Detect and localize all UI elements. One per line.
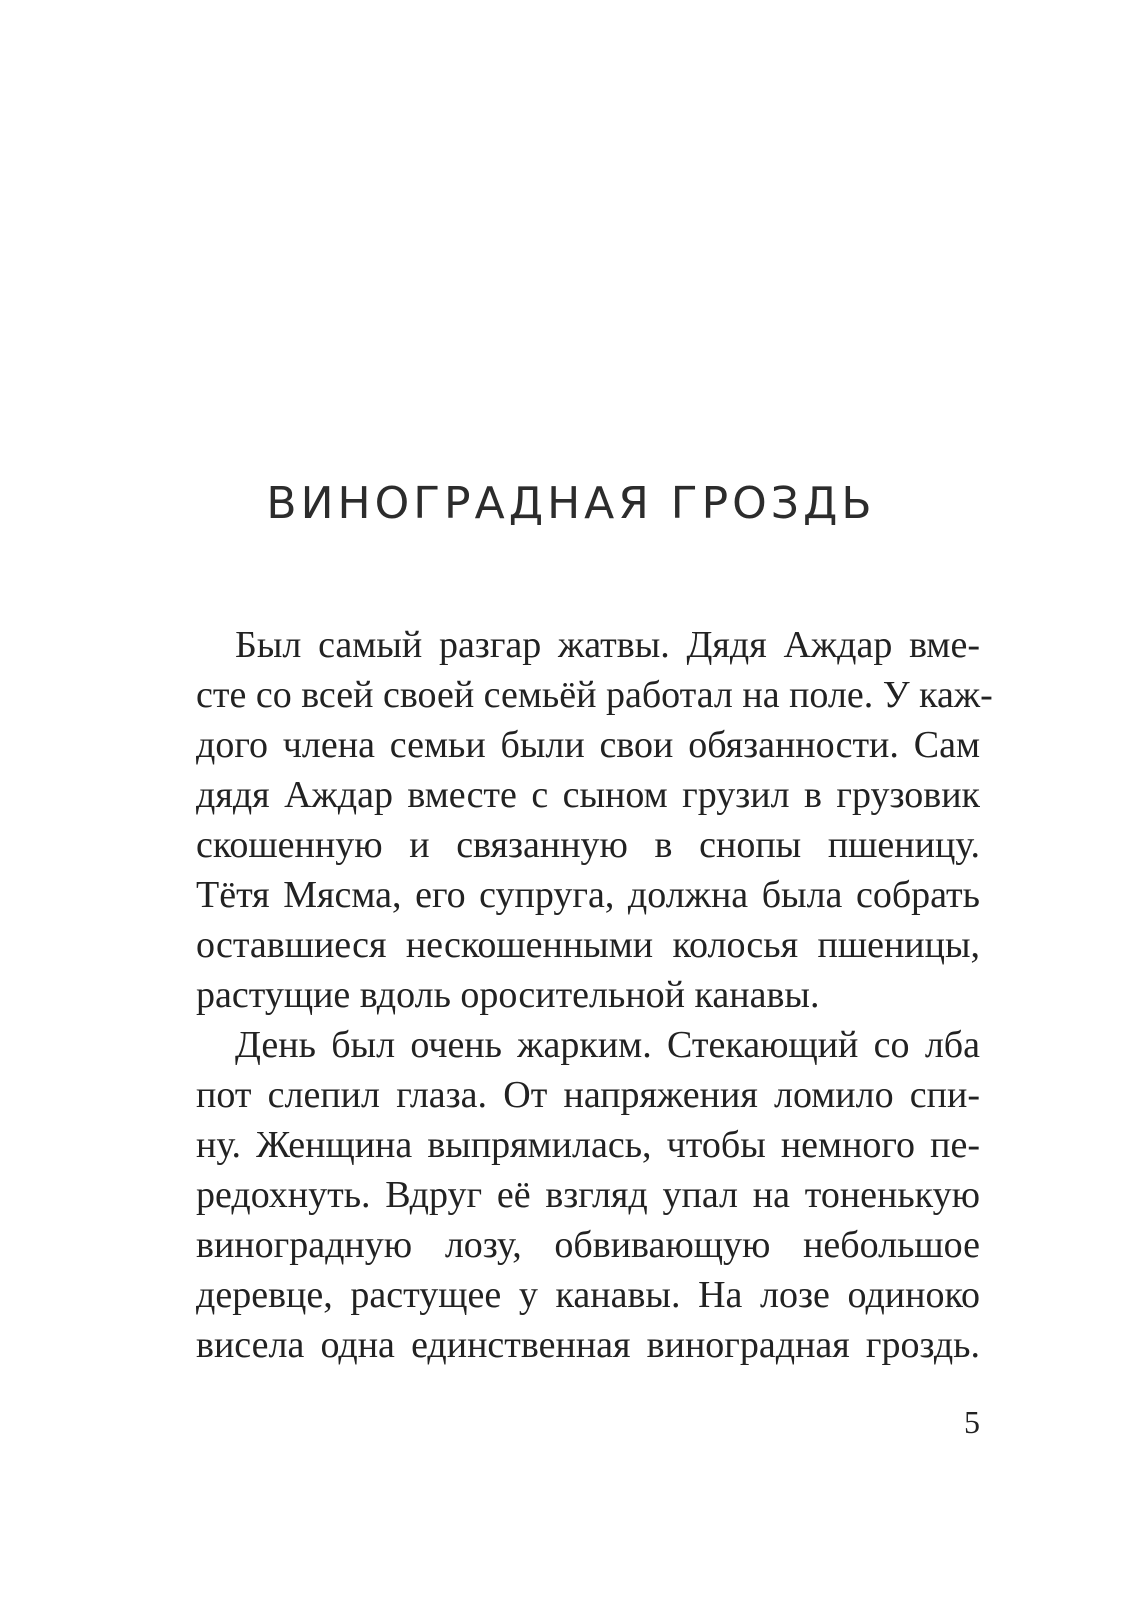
text-line: редохнуть. Вдруг её взгляд упал на тоненькую — [196, 1174, 980, 1216]
text-line: висела одна единственная виноградная гроздь. — [196, 1324, 980, 1366]
text-line: оставшиеся нескошенными колосья пшеницы, — [196, 924, 980, 966]
paragraph-1 — [196, 620, 993, 1020]
text-line: Тётя Мясма, его супруга, должна была собрать — [196, 874, 980, 916]
text-line: ну. Женщина выпрямилась, чтобы немного пе- — [196, 1124, 980, 1166]
text-line: сте со всей своей семьёй работал на поле. У каж- — [196, 674, 993, 716]
text-line: виноградную лозу, обвивающую небольшое — [196, 1224, 980, 1266]
chapter-title: ВИНОГРАДНАЯ ГРОЗДЬ — [266, 478, 876, 529]
text-line: дядя Аждар вместе с сыном грузил в грузовик — [196, 774, 980, 816]
text-line: растущие вдоль оросительной канавы. — [196, 974, 820, 1016]
chapter-body — [196, 620, 993, 1370]
page-number: 5 — [964, 1404, 980, 1440]
paragraph-2 — [196, 1020, 980, 1370]
text-line: Был самый разгар жатвы. Дядя Аждар вме- — [235, 624, 980, 666]
text-line: скошенную и связанную в снопы пшеницу. — [196, 824, 980, 866]
text-line: пот слепил глаза. От напряжения ломило спи- — [196, 1074, 980, 1116]
text-line: деревце, растущее у канавы. На лозе одиноко — [196, 1274, 980, 1316]
text-line: дого члена семьи были свои обязанности. Сам — [196, 724, 980, 766]
text-line: День был очень жарким. Стекающий со лба — [235, 1024, 980, 1066]
